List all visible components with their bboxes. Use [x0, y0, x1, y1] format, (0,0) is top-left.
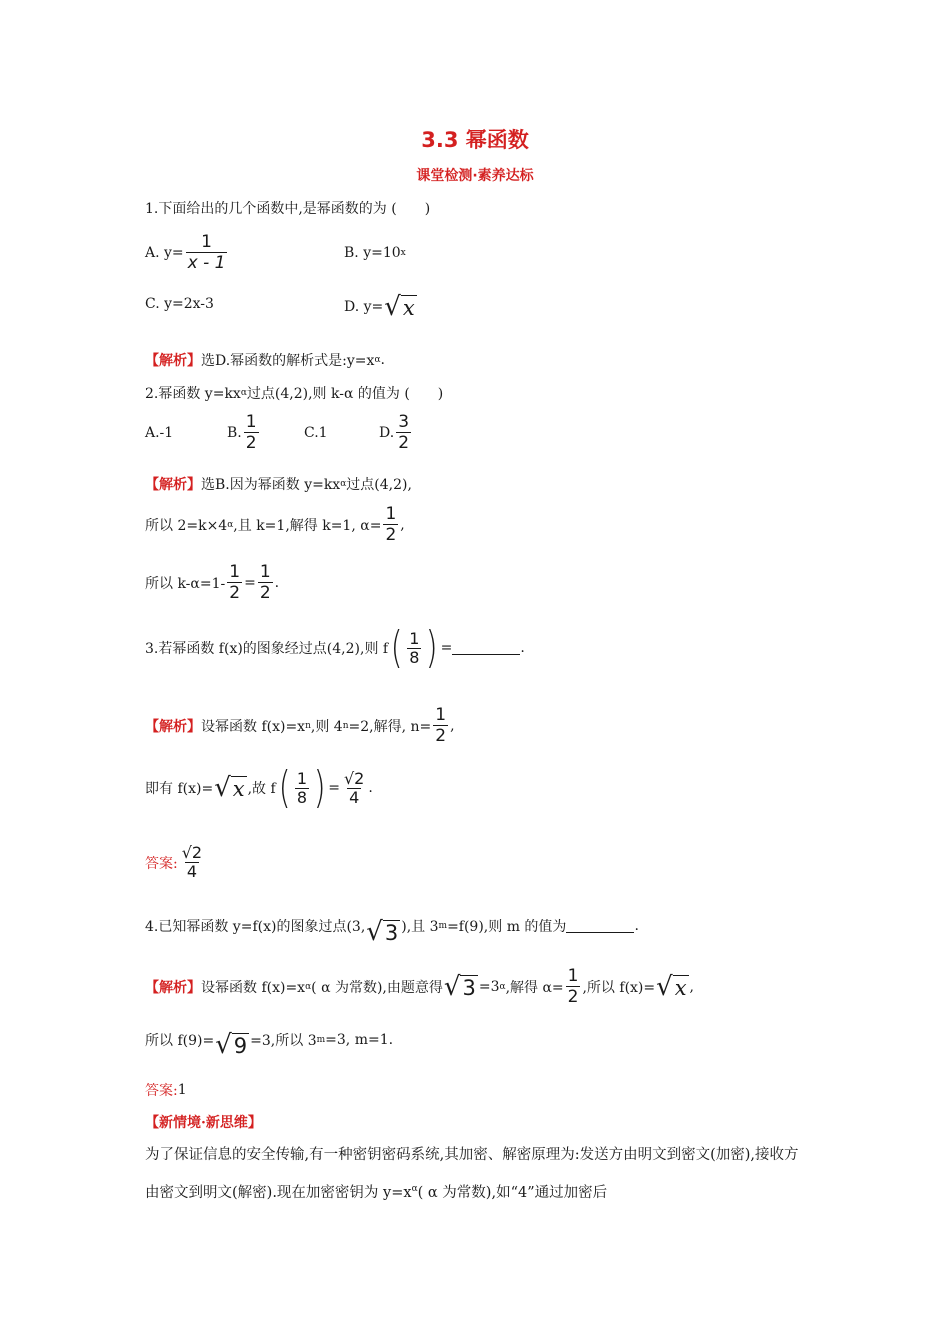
sqrt-icon: √ 3 [443, 971, 476, 1002]
answer-blank [566, 920, 634, 933]
answer-blank [452, 642, 520, 655]
paren-fraction: ( $\frac{1}{8}$ ) [390, 622, 439, 673]
q3-analysis-line2: 即有 f(x)= √ x ,故 f ( $\frac{1}{8}$ ) = $\frac{√2}{4}$ . [145, 762, 373, 813]
q4-analysis-line2: 所以 f(9)= √ 9 =3,所以 3 m =3, m=1. [145, 1030, 394, 1060]
q2-analysis-line1: 【解析】 选B.因为幂函数 y=kx α 过点(4,2), [145, 477, 412, 493]
q2-option-b: B. $\frac{1}{2}$ [227, 412, 257, 453]
sqrt-icon: √ 3 [366, 917, 399, 947]
q2-analysis-line3: 所以 k-α=1- $\frac{1}{2}$ = $\frac{1}{2}$ . [145, 562, 280, 603]
q1-a-fraction: $\frac{1}{x - 1}$ [187, 232, 226, 273]
q2-analysis-line2: 所以 2=k×4 α ,且 k=1,解得 k=1, α= $\frac{1}{2}$ , [145, 504, 405, 545]
q3-stem: 3.若幂函数 f(x)的图象经过点(4,2),则 f ( $\frac{1}{8}$ ) = . [145, 622, 525, 673]
q2-stem: 2.幂函数 y=kx α 过点(4,2),则 k-α 的值为 ( ) [145, 386, 444, 402]
q2-option-a: A.-1 [145, 424, 174, 441]
q3-answer: 答案: $\frac{√2}{4}$ [145, 843, 203, 881]
q1-option-d: D. y= √ x [344, 292, 415, 322]
q1-option-a: A. y= $\frac{1}{x - 1}$ [145, 232, 226, 273]
q1-analysis: 【解析】 选D.幂函数的解析式是:y=x α . [145, 352, 385, 369]
q2-options [145, 412, 413, 453]
q4-analysis-line1: 【解析】 设幂函数 f(x)=x α ( α 为常数),由题意得 √ 3 =3 α ,解得 α= $\frac{1}{2}$ ,所以 f(x)= √ x , [145, 966, 694, 1007]
q4-answer: 答案: 1 [145, 1082, 187, 1099]
page-title: 3.3 幂函数 [421, 128, 529, 152]
q1-option-b: B. y=10 x [344, 245, 406, 261]
section-paragraph: 为了保证信息的安全传输,有一种密钥密码系统,其加密、解密原理为:发送方由明文到密文(加密),接收方由密文到明文(解密).现在加密密钥为 $y=x^\alpha$( α 为常数),如“4”通过加密后 [145, 1147, 799, 1201]
q2-option-c: C.1 [304, 424, 328, 441]
q1-option-c: C. y=2x-3 [145, 296, 214, 312]
q4-stem: 4.已知幂函数 y=f(x)的图象过点(3, √ 3 ),且 3 m =f(9),则 m 的值为 . [145, 917, 639, 947]
page-subtitle: 课堂检测·素养达标 [416, 168, 534, 184]
sqrt-icon: √ x [656, 971, 687, 1002]
q1-stem: 1.下面给出的几个函数中,是幂函数的为 ( ) [145, 201, 431, 217]
sqrt-icon: √ x [384, 292, 415, 322]
sqrt-icon: √ 9 [215, 1030, 248, 1060]
q3-analysis-line1: 【解析】 设幂函数 f(x)=x n ,则 4 n =2,解得, n= $\frac{1}{2}$ , [145, 705, 455, 746]
section-header: 【新情境·新思维】 [145, 1115, 262, 1131]
sqrt-icon: √ x [214, 773, 245, 803]
q2-option-d: D. $\frac{3}{2}$ [379, 412, 410, 453]
